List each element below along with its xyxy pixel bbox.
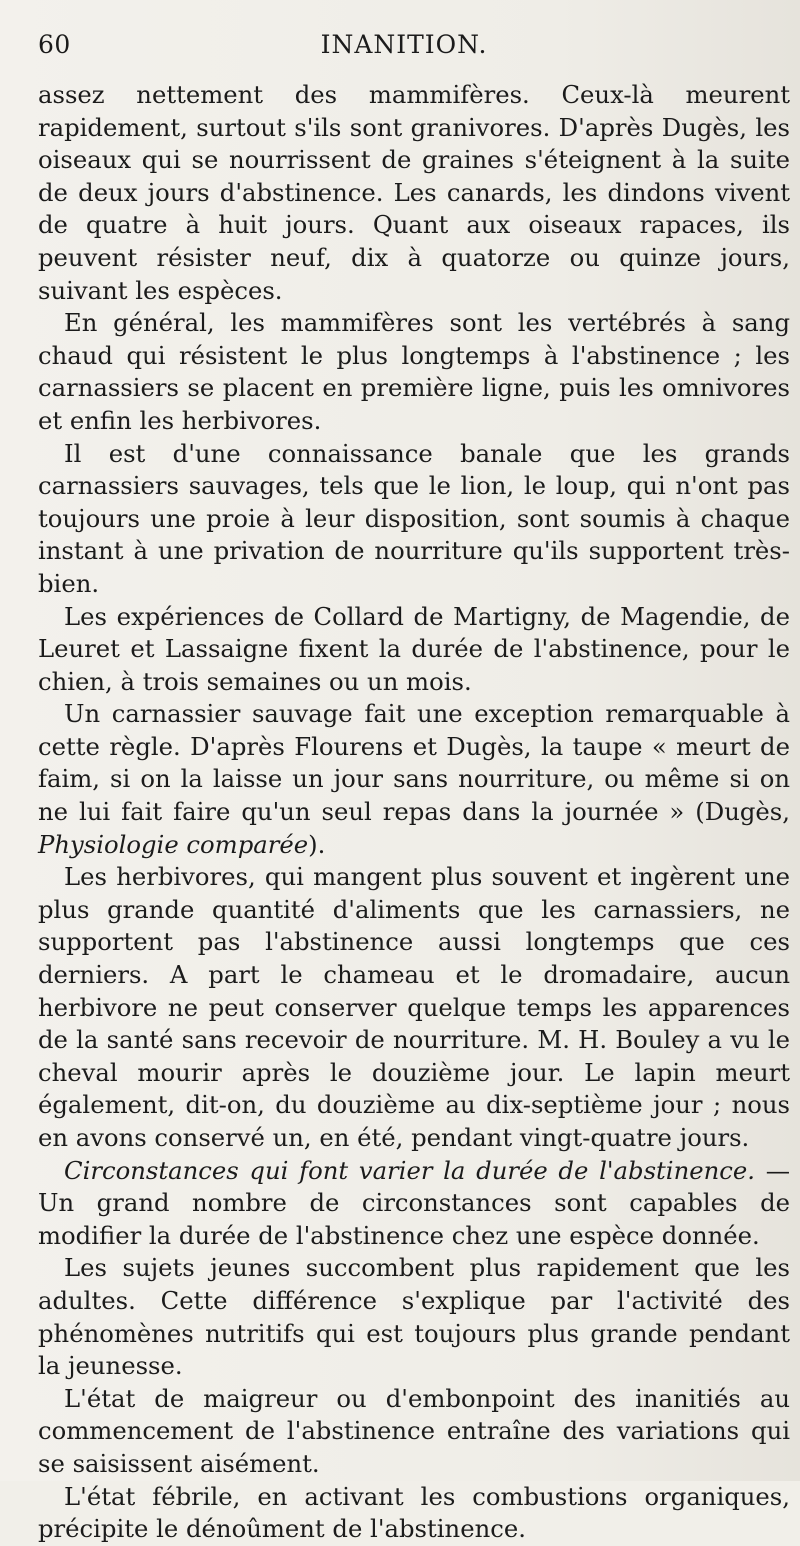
paragraph-5-italic-citation: Physiologie comparée — [38, 829, 309, 859]
paragraph-3: Il est d'une connaissance banale que les grands carnassiers sauvages, tels que le lion, le loup, qui n'ont pas toujours une proie à leur disposition, sont soumis à chaque instant à une privation de nourriture qu'ils supportent très-bien. — [38, 438, 790, 598]
paragraph-5 — [38, 698, 790, 861]
running-title: INANITION. — [320, 30, 488, 59]
page-header — [38, 30, 770, 70]
paragraph-7 — [38, 1155, 790, 1253]
section-heading-italic: Circonstances qui font varier la durée de l'abstinence. — [64, 1155, 755, 1185]
paragraph-6: Les herbivores, qui mangent plus souvent et ingèrent une plus grande quantité d'aliments que les carnassiers, ne supportent pas l'abstinence aussi longtemps que ces derniers. A part le chameau et le dromadaire, aucun herbivore ne peut conserver quelque temps les apparences de la santé sans recevoir de nourriture. M. H. Bouley a vu le cheval mourir après le douzième jour. Le lapin meurt également, dit-on, du douzième au dix-septième jour ; nous en avons conservé un, en été, pendant vingt-quatre jours. — [38, 862, 790, 1152]
paragraph-8: Les sujets jeunes succombent plus rapidement que les adultes. Cette différence s'explique par l'activité des phénomènes nutritifs qui est toujours plus grande pendant la jeunesse. — [38, 1253, 790, 1381]
paragraph-1: assez nettement des mammifères. Ceux-là meurent rapidement, surtout s'ils sont granivores. D'après Dugès, les oiseaux qui se nourrissent de graines s'éteignent à la suite de deux jours d'abstinence. Les canards, les dindons vivent de quatre à huit jours. Quant aux oiseaux rapaces, ils peuvent résister neuf, dix à quatorze ou quinze jours, suivant les espèces. — [38, 80, 790, 305]
paragraph-9: L'état de maigreur ou d'embonpoint des inanitiés au commencement de l'abstinence entraîne des variations qui se saisissent aisément. — [38, 1383, 790, 1478]
body-text — [38, 79, 790, 1546]
paragraph-10: L'état fébrile, en activant les combustions organiques, précipite le dénoûment de l'abstinence. — [38, 1481, 790, 1544]
page-number: 60 — [38, 30, 71, 59]
paragraph-7-text: — Un grand nombre de circonstances sont capables de modifier la durée de l'abstinence chez une espèce donnée. — [38, 1155, 790, 1250]
paragraph-5-end: ). — [308, 829, 326, 859]
paragraph-4: Les expériences de Collard de Martigny, de Magendie, de Leuret et Lassaigne fixent la durée de l'abstinence, pour le chien, à trois semaines ou un mois. — [38, 601, 790, 696]
paragraph-2: En général, les mammifères sont les vertébrés à sang chaud qui résistent le plus longtemps à l'abstinence ; les carnassiers se placent en première ligne, puis les omnivores et enfin les herbivores. — [38, 308, 790, 435]
paragraph-5-text: Un carnassier sauvage fait une exception remarquable à cette règle. D'après Flourens et Dugès, la taupe « meurt de faim, si on la laisse un jour sans nourriture, ou même si on ne lui fait faire qu'un seul repas dans la journée » (Dugès, — [38, 699, 790, 827]
